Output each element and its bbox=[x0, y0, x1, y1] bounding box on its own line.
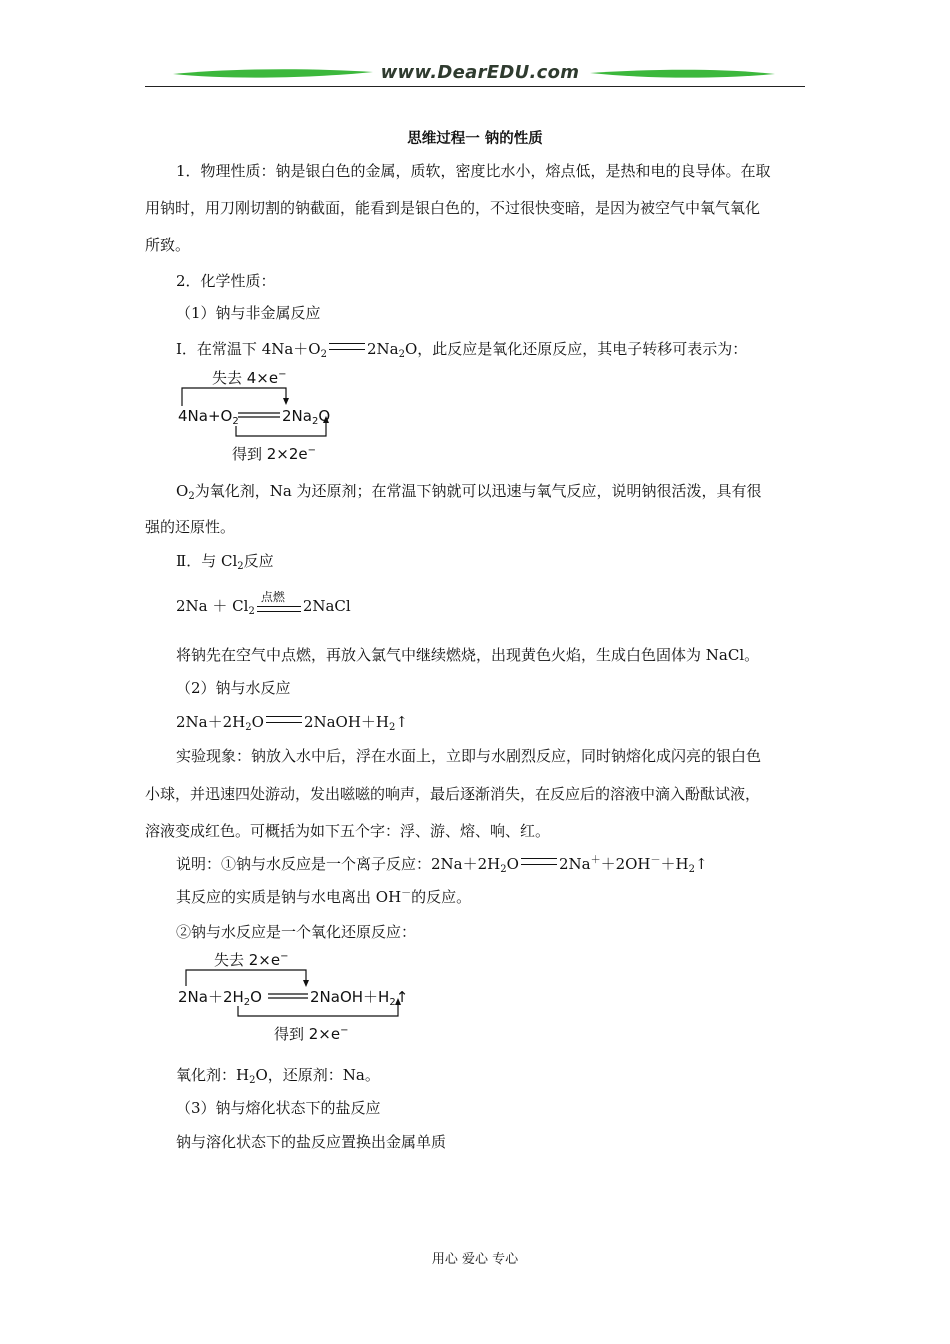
reaction-na-water: $2Na+2H_2O$ $2NaOH+H_2↑$ bbox=[176, 713, 408, 733]
diagram-1-equation-left: $4Na+O_2$ bbox=[178, 407, 239, 427]
reaction-line-na-o2: I．在常温下 $4Na+O_2$ $2Na_2O$，此反应是氧化还原反应，其电子转移可表示为： bbox=[176, 340, 748, 360]
diagram-1-equation-right: $2Na_2O$ bbox=[282, 407, 331, 427]
paragraph-phenomenon-line2: 小球，并迅速四处游动，发出嗞嗞的响声，最后逐渐消失，在反应后的溶液中滴入酚酞试液， bbox=[145, 785, 761, 803]
diagram-2-lose-label: 失去 2×e− bbox=[214, 951, 289, 969]
paragraph-molten-salt: 钠与溶化状态下的盐反应置换出金属单质 bbox=[176, 1133, 447, 1151]
electron-transfer-diagram-2 bbox=[176, 948, 426, 1048]
section-title: 思维过程一 钠的性质 bbox=[407, 131, 543, 147]
note-ionic-reaction: 说明：①钠与水反应是一个离子反应：$2Na+2H_2O$ $2Na^++2OH^-+H_2↑$ bbox=[176, 855, 708, 875]
heading-water: （2）钠与水反应 bbox=[176, 679, 291, 697]
left-swoosh-decoration bbox=[173, 68, 373, 80]
diagram-2-equation-right: $2NaOH+H_2↑$ bbox=[310, 988, 409, 1008]
site-logo-text: www.DearEDU.com bbox=[380, 62, 580, 83]
page-header bbox=[145, 60, 805, 92]
diagram-1-gain-label: 得到 2×2e− bbox=[232, 445, 317, 463]
paragraph-physical-line1: 1．物理性质：钠是银白色的金属，质软，密度比水小，熔点低，是热和电的良导体。在取 bbox=[176, 162, 771, 180]
equals-sign bbox=[266, 716, 302, 723]
diagram-1-lose-label: 失去 4×e− bbox=[212, 369, 287, 387]
paragraph-physical-line3: 所致。 bbox=[145, 236, 191, 254]
electron-transfer-diagram-1 bbox=[176, 368, 356, 464]
ignite-condition-equals: 点燃 bbox=[257, 596, 301, 616]
paragraph-essence: 其反应的实质是钠与水电离出 OH－的反应。 bbox=[176, 888, 472, 906]
heading-molten-salt: （3）钠与熔化状态下的盐反应 bbox=[176, 1099, 381, 1117]
equals-sign bbox=[521, 858, 557, 865]
heading-nonmetal: （1）钠与非金属反应 bbox=[176, 304, 321, 322]
paragraph-oxidant-line1: $O_2$为氧化剂，Na 为还原剂；在常温下钠就可以迅速与氧气反应，说明钠很活泼，具有很 bbox=[176, 482, 762, 502]
right-swoosh-decoration bbox=[590, 68, 775, 80]
equals-sign bbox=[329, 343, 365, 350]
heading-chemical: 2．化学性质： bbox=[176, 272, 276, 290]
reaction-na-cl2: $2Na + Cl_2$ 点燃 2NaCl bbox=[176, 590, 351, 617]
heading-cl2: Ⅱ．与 $Cl_2$反应 bbox=[176, 552, 274, 572]
paragraph-phenomenon-line3: 溶液变成红色。可概括为如下五个字：浮、游、熔、响、红。 bbox=[145, 822, 551, 840]
paragraph-phenomenon-line1: 实验现象：钠放入水中后，浮在水面上，立即与水剧烈反应，同时钠熔化成闪亮的银白色 bbox=[176, 747, 762, 765]
paragraph-agents: 氧化剂：$H_2O$，还原剂：Na。 bbox=[176, 1066, 380, 1086]
diagram-2-gain-label: 得到 2×e− bbox=[274, 1025, 349, 1043]
diagram-2-equation-left: $2Na+2H_2O$ bbox=[178, 988, 262, 1008]
header-rule bbox=[145, 86, 805, 87]
page-footer: 用心 爱心 专心 bbox=[431, 1252, 519, 1267]
note-redox-reaction: ②钠与水反应是一个氧化还原反应： bbox=[176, 923, 417, 941]
paragraph-burning: 将钠先在空气中点燃，再放入氯气中继续燃烧，出现黄色火焰，生成白色固体为 NaCl。 bbox=[176, 646, 760, 664]
paragraph-physical-line2: 用钠时，用刀刚切割的钠截面，能看到是银白色的，不过很快变暗，是因为被空气中氧气氧化 bbox=[145, 199, 761, 217]
paragraph-oxidant-line2: 强的还原性。 bbox=[145, 518, 236, 536]
